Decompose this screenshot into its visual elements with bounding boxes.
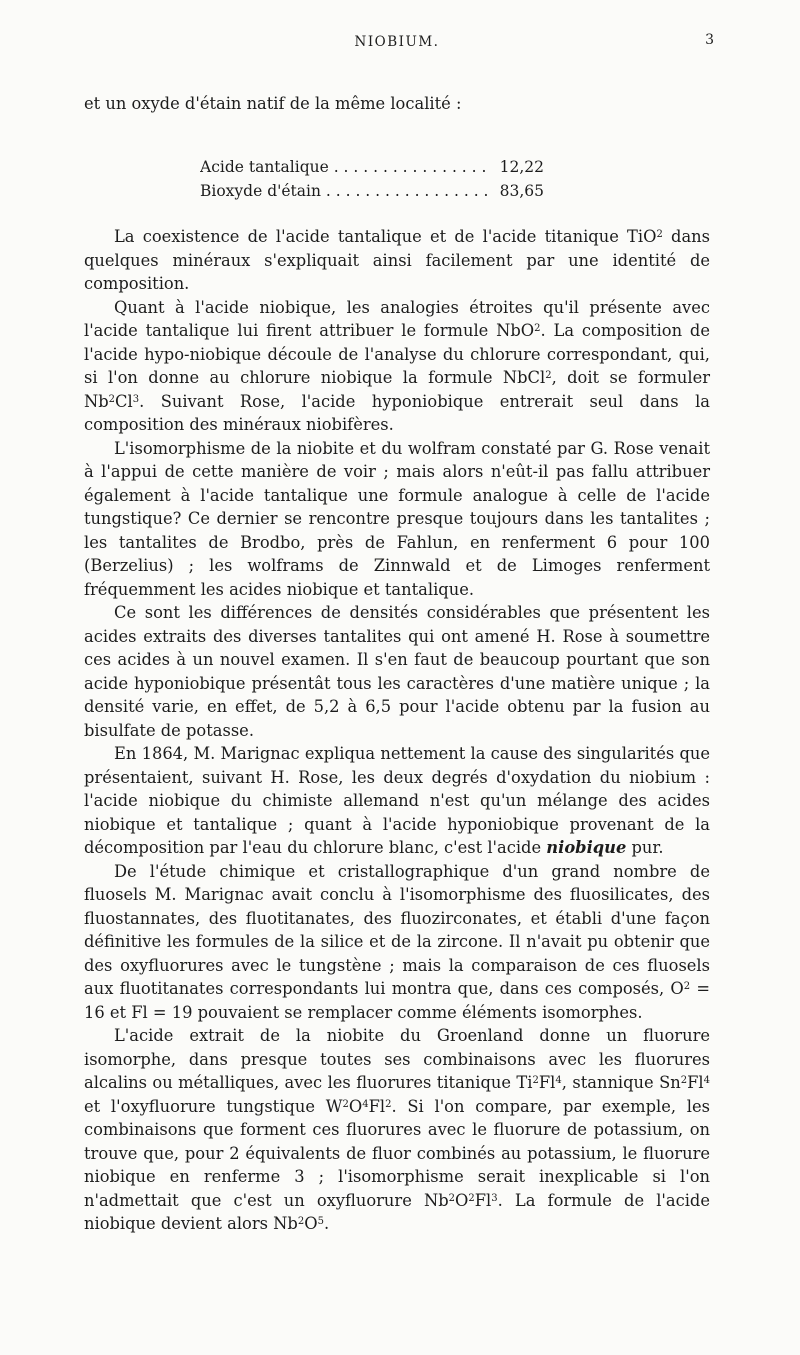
text-run: . xyxy=(323,1214,330,1233)
table-row xyxy=(200,179,544,203)
text-run: pur. xyxy=(626,838,664,857)
page-header xyxy=(84,30,714,60)
superscript: 2 xyxy=(680,1075,688,1086)
text-run: . Suivant Rose, l'acide hyponiobique entrerait seul dans la composition des minéraux niobifères. xyxy=(84,391,710,434)
table-row-name: Bioxyde d'étain . . . xyxy=(200,179,488,203)
running-title: NIOBIUM. xyxy=(354,34,440,50)
text-run: Quant à l'acide niobique, les analogies étroites qu'il présente avec l'acide tantalique lui firent attribuer le formule NbO xyxy=(84,297,710,340)
text-run: . La composition de l'acide hypo-niobique découle de l'analyse du chlorure correspondant, qui, si l'on donne au chlorure niobique la formule NbCl xyxy=(84,321,710,387)
text-run: Fl xyxy=(687,1073,704,1092)
superscript: 2 xyxy=(108,393,116,405)
text-run: . Si l'on compare, par exemple, les combinaisons que forment ces fluorures avec le fluorure de potassium, on trouve que, pour 2 équivalents de fluor combinés au potassium, le fluorure niobique en renferme 3 ; l'isomorphisme serait inexplicable si l'on n'admettait que c'est un oxyfluorure Nb xyxy=(84,1096,710,1210)
table-row-value: 83,65 xyxy=(488,179,544,203)
superscript: 2 xyxy=(532,1075,539,1086)
emphasis: niobique xyxy=(546,838,627,857)
text-run: L'acide extrait de la niobite du Groenland donne un fluorure isomorphe, dans presque toutes ses combinaisons avec les fluorures alcalins ou métalliques, avec les fluorures titanique Ti xyxy=(84,1026,710,1092)
text-run: Fl xyxy=(368,1096,386,1116)
table-row-value: 12,22 xyxy=(488,155,544,179)
table-row-name: Acide tantalique . . . xyxy=(200,155,488,179)
superscript: 2 xyxy=(342,1098,349,1110)
text-run: = 16 et Fl = 19 pouvaient se remplacer comme éléments isomorphes. xyxy=(84,979,710,1022)
superscript: 3 xyxy=(132,393,140,405)
superscript: 2 xyxy=(656,229,663,240)
superscript: 4 xyxy=(703,1075,710,1086)
page-number: 3 xyxy=(705,32,714,48)
paragraph xyxy=(84,1024,710,1236)
superscript: 5 xyxy=(317,1216,324,1227)
superscript: 2 xyxy=(448,1192,455,1204)
superscript: 2 xyxy=(545,370,552,381)
text-run: , doit se formuler Nb xyxy=(84,368,710,411)
text-run: O xyxy=(455,1190,469,1210)
paragraph xyxy=(84,225,710,296)
body-text xyxy=(84,225,710,1236)
paragraph: Ce sont les différences de densités considérables que présentent les acides extraits des diverses tantalites qui ont amené H. Rose à soumettre ces acides à un nouvel examen. Il s'en faut de beaucoup pourtant que son acide hyponiobique présentât tous les caractères d'une matière unique ; la densité varie, en effet, de 5,2 à 6,5 pour l'acide obtenu par la fusion au bisulfate de potasse. xyxy=(84,603,710,740)
document-page xyxy=(84,30,714,1330)
superscript: 2 xyxy=(297,1216,305,1227)
text-run: Fl xyxy=(538,1073,556,1092)
paragraph xyxy=(84,860,710,1025)
text-run: dans quelques minéraux s'expliquait ainsi facilement par une identité de composition. xyxy=(84,227,710,293)
text-run: et l'oxyfluorure tungstique W xyxy=(84,1096,343,1116)
superscript: 4 xyxy=(555,1075,562,1086)
paragraph xyxy=(84,296,710,437)
superscript: 4 xyxy=(362,1098,369,1110)
text-run: En 1864, M. Marignac expliqua nettement la cause des singularités que présentaient, suivant H. Rose, les deux degrés d'oxydation du niobium : l'acide niobique du chimiste allemand n'est qu'un mélange des acides niobique et tantalique ; quant à l'acide hyponiobique provenant de la décomposition par l'eau du chlorure blanc, c'est l'acide xyxy=(84,744,710,857)
text-run: Fl xyxy=(474,1190,492,1210)
paragraph xyxy=(84,742,710,860)
text-run: La coexistence de l'acide tantalique et de l'acide titanique TiO xyxy=(114,227,657,246)
table-row xyxy=(200,155,544,179)
intro-line: et un oxyde d'étain natif de la même localité : xyxy=(84,94,462,113)
text-run: Cl xyxy=(115,391,133,411)
superscript: 3 xyxy=(491,1192,498,1204)
paragraph: L'isomorphisme de la niobite et du wolfram constaté par G. Rose venait à l'appui de cette manière de voir ; mais alors n'eût-il pas fallu attribuer également à l'acide tantalique une formule analogue à celle de l'acide tungstique? Ce dernier se rencontre presque toujours dans les tantalites ; les tantalites de Brodbo, près de Fahlun, en renferment 6 pour 100 (Berzelius) ; les wolframs de Zinnwald et de Limoges renferment fréquemment les acides niobique et tantalique. xyxy=(84,438,710,599)
superscript: 2 xyxy=(385,1098,392,1110)
text-run: , stannique Sn xyxy=(561,1073,681,1092)
text-run: . La formule de l'acide niobique devient alors Nb xyxy=(84,1190,710,1233)
superscript: 2 xyxy=(534,323,541,334)
superscript: 2 xyxy=(468,1192,475,1204)
composition-table xyxy=(200,155,544,203)
text-run: De l'étude chimique et cristallographique d'un grand nombre de fluosels M. Marignac avait conclu à l'isomorphisme des fluosilicates, des fluostannates, des fluotitanates, des fluozirconates, et établi d'une façon définitive les formules de la silice et de la zircone. Il n'avait pu obtenir que des oxyfluorures avec le tungstène ; mais la comparaison de ces fluosels aux fluotitanates correspondants lui montra que, dans ces composés, O xyxy=(84,861,710,998)
text-run: O xyxy=(348,1096,363,1116)
superscript: 2 xyxy=(683,981,691,992)
text-run: O xyxy=(304,1214,318,1233)
